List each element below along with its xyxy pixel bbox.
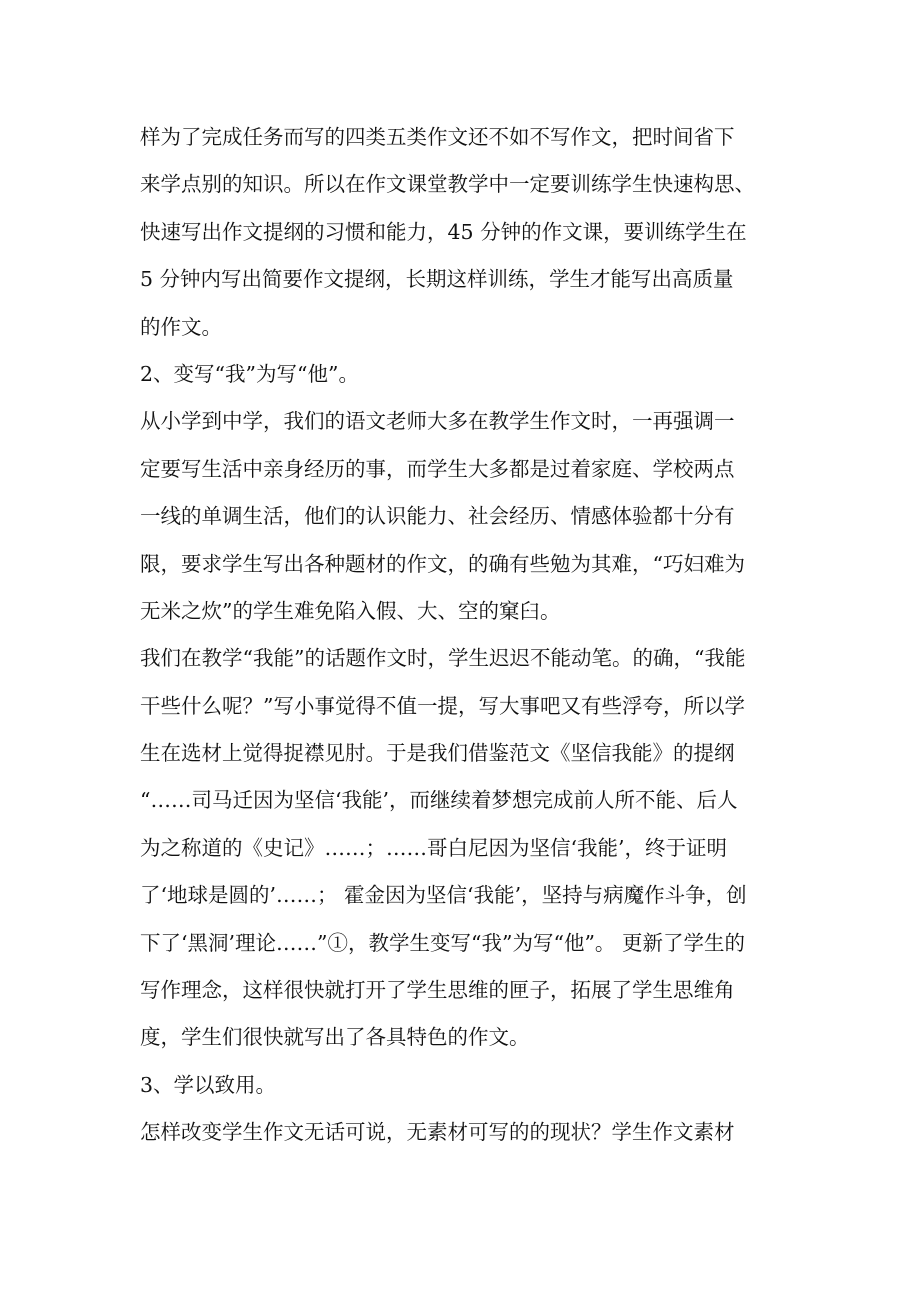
text-line: 下了‘黑洞’理论……”①，教学生变写“我”为写“他”。 更新了学生的 [140,930,745,955]
text-line: 干些什么呢？”写小事觉得不值一提，写大事吧又有些浮夸，所以学 [140,693,745,718]
text-line: 定要写生活中亲身经历的事，而学生大多都是过着家庭、学校两点 [140,456,735,481]
text-line: 一线的单调生活，他们的认识能力、社会经历、情感体验都十分有 [140,504,735,529]
text-line: 的作文。 [140,314,222,339]
section-heading: 3、学以致用。 [140,1072,277,1097]
text-line: 5 分钟内写出简要作文提纲，长期这样训练，学生才能写出高质量 [140,267,734,292]
document-body [140,114,780,1157]
text-line: 了‘地球是圆的’……； 霍金因为坚信‘我能’，坚持与病魔作斗争，创 [140,883,747,908]
text-line: 写作理念，这样很快就打开了学生思维的匣子，拓展了学生思维角 [140,978,735,1003]
text-line: 快速写出作文提纲的习惯和能力，45 分钟的作文课，要训练学生在 [140,219,747,244]
section-heading: 2、变写“我”为写“他”。 [140,361,359,386]
text-line: 为之称道的《史记》……；……哥白尼因为坚信‘我能’，终于证明 [140,835,728,860]
text-line: “……司马迁因为坚信‘我能’，而继续着梦想完成前人所不能、后人 [140,788,738,813]
text-line: 我们在教学“我能”的话题作文时，学生迟迟不能动笔。的确，“我能 [140,646,746,671]
text-line: 度，学生们很快就写出了各具特色的作文。 [140,1025,530,1050]
text-line: 来学点别的知识。所以在作文课堂教学中一定要训练学生快速构思、 [140,172,755,197]
text-line: 从小学到中学，我们的语文老师大多在教学生作文时，一再强调一 [140,409,735,434]
text-line: 生在选材上觉得捉襟见肘。于是我们借鉴范文《坚信我能》的提纲 [140,741,735,766]
text-line: 怎样改变学生作文无话可说，无素材可写的的现状？学生作文素材 [140,1120,735,1145]
text-line: 限，要求学生写出各种题材的作文，的确有些勉为其难，“巧妇难为 [140,551,745,576]
text-line: 样为了完成任务而写的四类五类作文还不如不写作文，把时间省下 [140,125,735,149]
text-line: 无米之炊”的学生难免陷入假、大、空的窠臼。 [140,598,561,623]
